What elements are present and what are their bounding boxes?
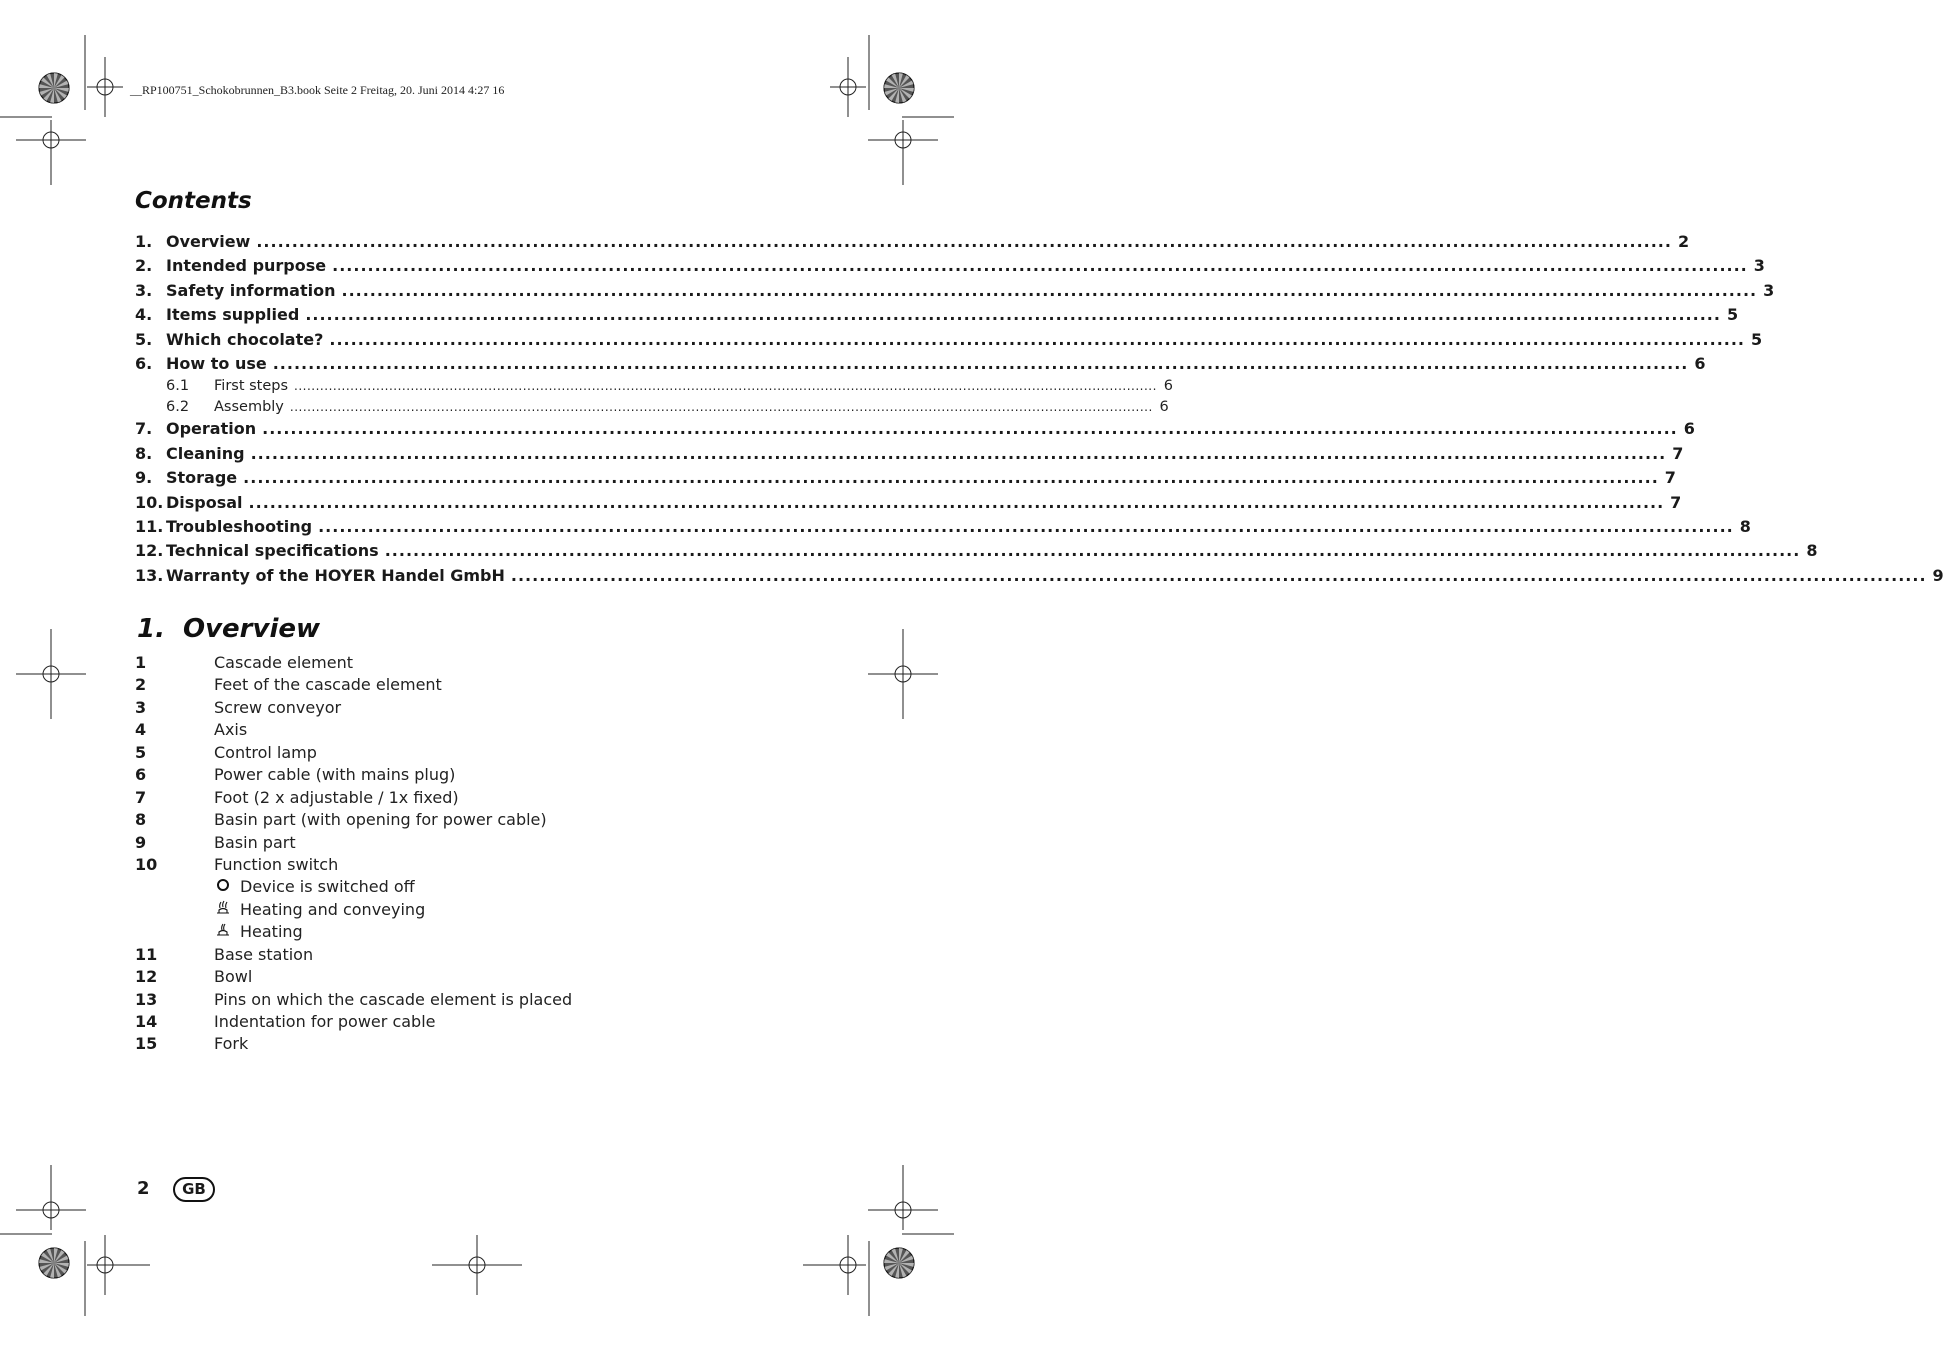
overview-item [135,989,695,1011]
toc-entry [135,466,1676,490]
toc-entry-page: 6 [1163,378,1173,395]
overview-item-number: 2 [135,675,147,695]
overview-item-label: Basin part (with opening for power cable) [214,810,547,830]
toc-entry-title: Safety information [166,280,336,300]
toc-entry [135,539,1818,563]
overview-item-number: 12 [135,967,158,987]
toc-entry-page: 7 [1672,443,1684,463]
table-of-contents [135,230,1944,588]
toc-entry-page: 6 [1683,419,1695,439]
toc-leader-dots: ........................................................................................................................................................................................................ [329,329,1745,349]
overview-item-number: 9 [135,832,147,852]
toc-entry-number: 8. [135,443,153,463]
overview-item-number: 15 [135,1034,158,1054]
overview-item-number: 13 [135,989,158,1009]
toc-entry-page: 5 [1726,305,1739,325]
toc-entry-title: Cleaning [166,443,245,463]
toc-entry-number: 2. [135,256,153,276]
toc-entry-page: 7 [1664,468,1676,488]
toc-entry-page: 6 [1694,353,1706,373]
overview-item [135,876,695,898]
overview-item-number: 11 [135,944,158,964]
toc-entry-page: 6 [1159,398,1169,415]
toc-entry-title: First steps [214,378,289,395]
toc-entry-number: 10. [135,492,164,512]
overview-item [135,787,695,809]
overview-item-label: Foot (2 x adjustable / 1x fixed) [214,787,459,807]
overview-item [135,764,695,786]
toc-entry-page: 8 [1806,541,1818,561]
overview-item-label: Heating and conveying [240,899,426,919]
toc-entry-page: 3 [1753,256,1765,276]
overview-item-number: 10 [135,854,158,874]
overview-item-label: Feet of the cascade element [214,675,442,695]
toc-entry-title: Warranty of the HOYER Handel GmbH [166,565,505,585]
overview-item [135,832,695,854]
print-info-line: __RP100751_Schokobrunnen_B3.book Seite 2 Freitag, 20. Juni 2014 4:27 16 [130,83,505,97]
toc-entry-page: 3 [1763,280,1775,300]
overview-item-number: 7 [135,787,147,807]
toc-entry-page: 9 [1932,565,1944,585]
contents-heading: Contents [135,188,252,214]
overview-item-number: 4 [135,720,147,740]
toc-leader-dots: ........................................................................................................................................................................................................ [294,379,1157,394]
overview-item [135,1033,695,1055]
overview-item-label: Bowl [214,967,253,987]
toc-entry-number: 5. [135,329,153,349]
overview-item-number: 6 [135,765,147,785]
toc-leader-dots: ........................................................................................................................................................................................................ [250,443,1667,463]
toc-leader-dots: ........................................................................................................................................................................................................ [272,353,1689,373]
overview-item [135,944,695,966]
heat-icon [214,921,232,937]
overview-item [135,674,695,696]
toc-entry-number: 6.2 [166,398,190,415]
toc-entry-page: 8 [1739,516,1751,536]
toc-entry-title: Overview [166,232,251,251]
toc-leader-dots: ........................................................................................................................................................................................................ [384,541,1801,561]
toc-entry-number: 4. [135,305,153,325]
overview-item-label: Control lamp [214,742,317,762]
overview-item-label: Device is switched off [240,877,415,897]
toc-entry-number: 1. [135,232,153,251]
toc-entry [135,279,1775,303]
toc-entry [135,230,1690,254]
overview-item [135,899,695,921]
toc-entry [135,564,1944,588]
toc-entry-number: 12. [135,541,164,561]
toc-entry-title: Operation [166,419,257,439]
toc-entry-title: Items supplied [166,305,300,325]
toc-leader-dots: ........................................................................................................................................................................................................ [262,419,1678,439]
overview-item [135,742,695,764]
overview-item [135,966,695,988]
overview-heading [137,614,320,644]
toc-entry-page: 5 [1751,329,1763,349]
toc-leader-dots: ........................................................................................................................................................................................................ [256,232,1672,251]
overview-parts-list [135,652,695,1056]
overview-item-label: Pins on which the cascade element is placed [214,989,573,1009]
toc-entry-number: 6. [135,353,153,373]
toc-entry-number: 11. [135,516,164,536]
toc-entry [135,328,1763,352]
language-badge: GB [173,1177,215,1202]
overview-item-label: Axis [214,720,248,740]
overview-item-label: Indentation for power cable [214,1012,436,1031]
toc-entry-number: 3. [135,280,153,300]
toc-entry-title: How to use [166,353,267,373]
heat-convey-icon [214,899,232,915]
toc-entry [135,515,1751,539]
toc-entry-number: 7. [135,419,153,439]
toc-entry-title: Intended purpose [166,256,327,276]
toc-entry-title: Troubleshooting [166,516,313,536]
toc-entry-title: Which chocolate? [166,329,324,349]
toc-leader-dots: ........................................................................................................................................................................................................ [341,280,1758,300]
overview-item-label: Function switch [214,854,339,874]
overview-item [135,719,695,741]
toc-entry-number: 9. [135,468,153,488]
toc-entry [135,442,1684,466]
overview-item [135,1011,695,1033]
toc-leader-dots: ........................................................................................................................................................................................................ [248,492,1665,512]
toc-entry-number: 13. [135,565,164,585]
toc-entry [135,376,1173,397]
overview-item [135,809,695,831]
overview-item [135,854,695,876]
off-circle-icon [214,876,232,892]
overview-item-number: 3 [135,697,147,717]
toc-leader-dots: ........................................................................................................................................................................................................ [318,516,1734,536]
overview-item-label: Basin part [214,832,296,852]
overview-item-number: 14 [135,1012,158,1031]
toc-leader-dots: ........................................................................................................................................................................................................ [332,256,1748,276]
page-number: 2 [137,1178,150,1199]
toc-entry [135,417,1695,441]
overview-item [135,921,695,943]
toc-leader-dots: ........................................................................................................................................................................................................ [510,565,1927,585]
toc-entry [135,303,1739,327]
overview-item-number: 5 [135,742,147,762]
overview-item-number: 8 [135,810,147,830]
overview-item-number: 1 [135,653,147,672]
overview-item-label: Fork [214,1034,249,1054]
toc-entry [135,491,1682,515]
overview-heading-title: Overview [183,614,321,644]
toc-entry-page: 2 [1677,232,1690,251]
overview-item-label: Base station [214,944,314,964]
toc-entry-title: Disposal [166,492,243,512]
overview-heading-number: 1. [137,614,165,644]
toc-leader-dots: ........................................................................................................................................................................................................ [289,399,1153,414]
toc-entry-title: Storage [166,468,238,488]
toc-entry-page: 7 [1670,492,1682,512]
overview-item-label: Cascade element [214,653,353,672]
toc-entry-title: Assembly [214,398,284,415]
overview-item-label: Screw conveyor [214,697,342,717]
toc-entry [135,254,1765,278]
toc-entry [135,352,1706,376]
overview-item [135,697,695,719]
toc-entry [135,397,1169,418]
overview-item [135,652,695,674]
toc-leader-dots: ........................................................................................................................................................................................................ [305,305,1721,325]
toc-entry-title: Technical specifications [166,541,379,561]
overview-item-label: Heating [240,922,303,942]
toc-leader-dots: ........................................................................................................................................................................................................ [243,468,1659,488]
overview-item-label: Power cable (with mains plug) [214,765,456,785]
toc-entry-number: 6.1 [166,378,190,395]
